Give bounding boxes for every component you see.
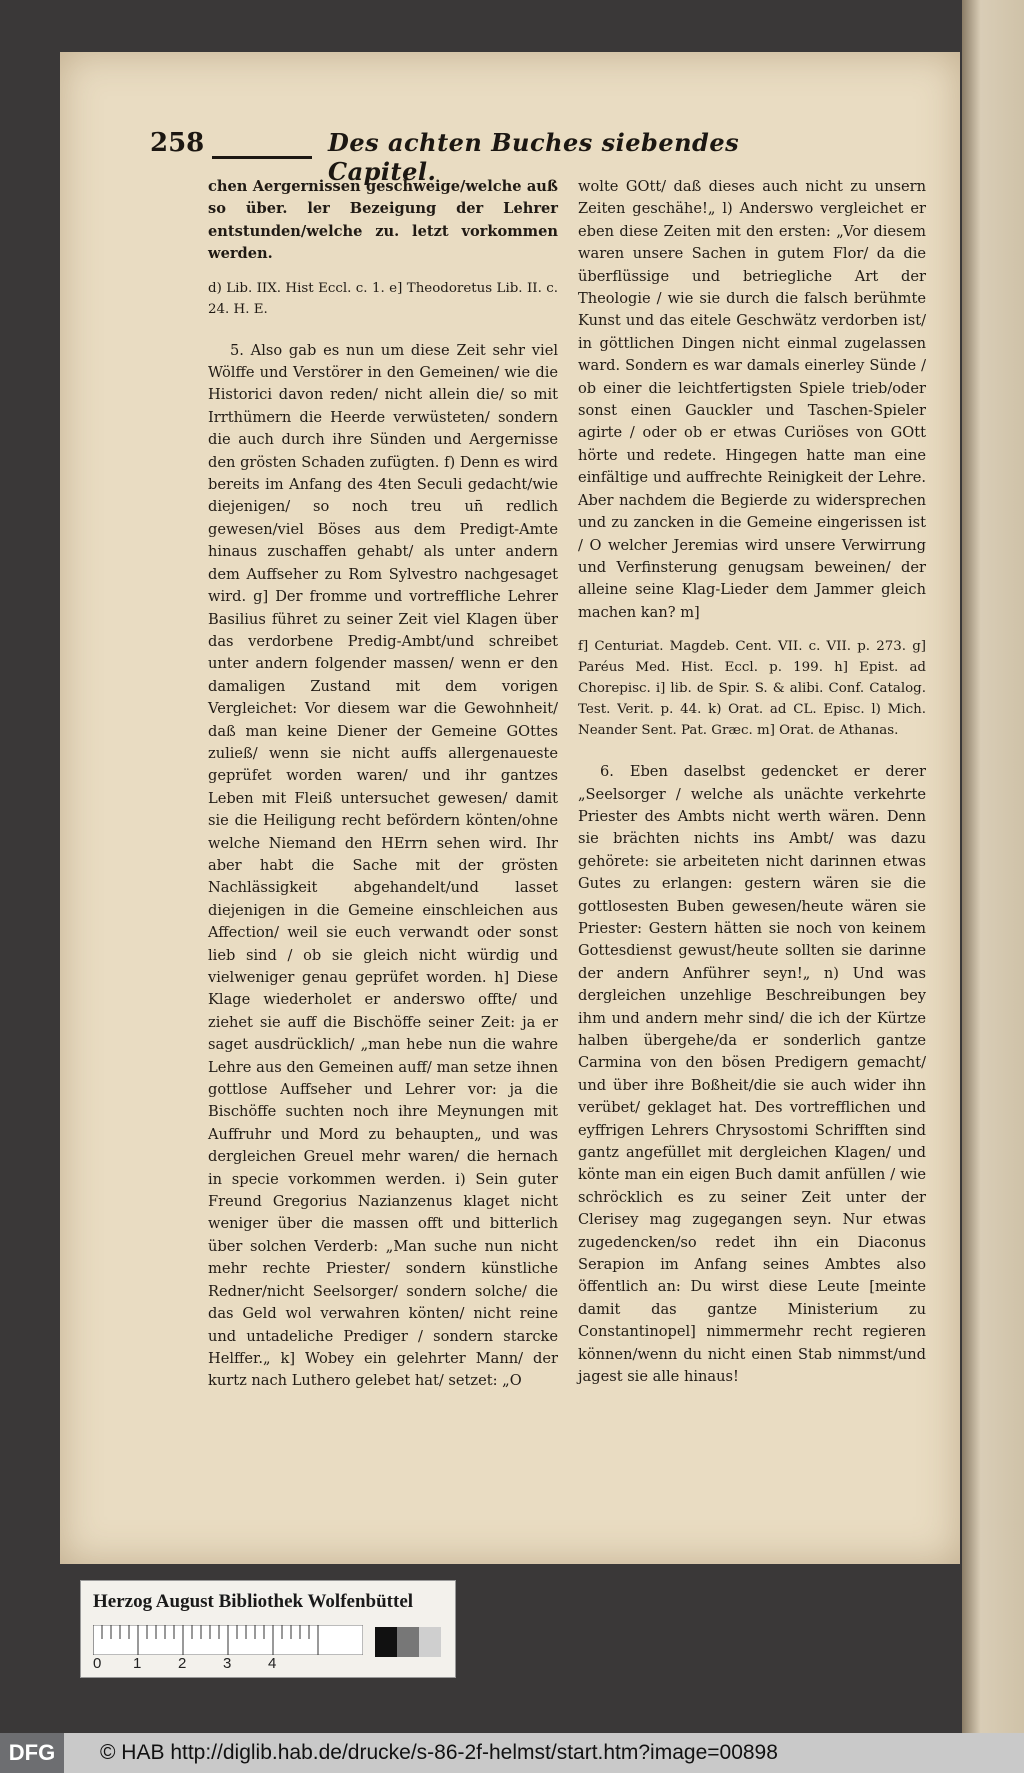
running-head: Des achten Buches siebendes Capitel.	[328, 128, 740, 186]
paragraph-5: 5. Also gab es nun um diese Zeit sehr viel Wölffe und Verstörer in den Gemeinen/ wie die Historici davon reden/ nicht allein die/ so mit Irrthümern die Heerde verwüsteten/ sondern die auch durch ihre Sünden und Aergernisse den grösten Schaden zufügten. f) Denn es wird bereits im Anfang des 4ten Seculi gedacht/wie diejenigen/ so noch treu un̄ redlich gewesen/viel Böses aus dem Predigt-Amte hinaus zuschaffen gehabt/ als unter andern dem Auffseher zu Rom Sylvestro nachgesaget wird. g] Der fromme und vortreffliche Lehrer Basilius führet zu seiner Zeit viel Klagen über das verdorbene Predig-Ambt/und schreibet unter andern folgender massen/ wenn er den damaligen Zustand mit dem vorigen Vergleichet: Vor diesem war die Gewohnheit/ daß man keine Diener der Gemeine GOttes zuließ/ wenn sie nicht auffs allergenaueste geprüfet worden waren/ und ihr gantzes Leben mit Fleiß untersuchet gewesen/ damit sie die Heiligung recht befördern könten/ohne welche Niemand den HErrn sehen wird. Ihr aber habt die Sache mit der grösten Nachlässigkeit abgehandelt/und lasset diejenigen in die Gemeine einschleichen aus Affection/ weil sie euch verwandt oder sonst lieb sind / ob sie gleich nicht würdig und vielweniger genau geprüfet worden. h] Diese Klage wiederholet er anderswo offte/ und ziehet sie auff die Bischöffe seiner Zeit: ja er saget ausdrücklich/ „man hebe nun die wahre Lehre aus den Gemeinen auff/ man setze ihnen gottlose Auffseher und Lehrer vor: ja die Bischöffe suchten noch ihre Meynungen mit Auffruhr und Mord zu behaupten„ und was dergleichen Greuel mehr waren/ die hernach in specie vorkommen werden. i) Sein guter Freund Gregorius Nazianzenus klaget nicht weniger über die massen offt und bitterlich über solchen Verderb: „Man suche nun nicht mehr rechte Priester/ sondern künstliche Redner/nicht Seelsorger/ sondern solche/ die das Geld wol verwahren könten/ nicht reine und untadeliche Prediger / sondern starcke Helffer.„ k] Wobey ein gelehrter Mann/ der kurtz nach Luthero gelebet hat/ setzet: „O	[208, 341, 558, 1390]
scale-number: 4	[268, 1655, 277, 1672]
right-column	[578, 176, 926, 1389]
footer-bar	[0, 1733, 1024, 1773]
source-link[interactable]: © HAB http://diglib.hab.de/drucke/s-86-2f-helmst/start.htm?image=00898	[100, 1741, 778, 1764]
scale-number: 3	[223, 1655, 232, 1672]
gray-swatch-mid	[397, 1627, 419, 1657]
page-header	[150, 128, 766, 186]
scale-ruler	[93, 1625, 363, 1655]
scale-numbers	[93, 1655, 373, 1675]
library-name: Herzog August Bibliothek Wolfenbüttel	[93, 1591, 414, 1612]
header-rule	[212, 156, 312, 159]
gray-swatch-light	[419, 1627, 441, 1657]
scale-number: 1	[133, 1655, 142, 1672]
continued-text: chen Aergernissen geschweige/welche auß so über. ler Bezeigung der Lehrer entstunden/welche zu. letzt vorkommen werden.	[208, 178, 558, 263]
footnote-block-left: d) Lib. IIX. Hist Eccl. c. 1. e] Theodoretus Lib. II. c. 24. H. E.	[208, 280, 558, 317]
page-number: 258	[150, 128, 205, 158]
scale-number: 0	[93, 1655, 102, 1672]
gray-swatch-black	[375, 1627, 397, 1657]
paragraph-6: 6. Eben daselbst gedencket er derer „Seelsorger / welche als unächte verkehrte Priester des Ambts nicht werth wären. Denn sie brächten nichts ins Ambt/ was dazu gehörete: sie arbeiteten nicht darinnen etwas Gutes zu erlangen: gestern wären sie die gottlosesten Buben gewesen/heute wären sie Priester: Gestern hätten sie noch von keinem Gottesdienst gewust/heute sollten sie darinne der andern Anführer seyn!„ n) Und was dergleichen unzehlige Beschreibungen bey ihm und andern mehr sind/ die ich der Kürtze halben übergehe/da er sonderlich gantze Carmina von den bösen Predigern gemacht/ und über ihre Boßheit/die sie auch wider ihn verübet/ geklaget hat. Des vortrefflichen und eyffrigen Lehrers Chrysostomi Schrifften sind gantz angefüllet mit dergleichen Klagen/ und könte man ein eigen Buch damit anfüllen / wie schröcklich es zu seiner Zeit unter der Clerisey mag zugegangen seyn. Nur etwas zugedencken/so redet ihn ein Diaconus Serapion im Anfang seines Ambtes also öffentlich an: Du wirst diese Leute [meinte damit das gantze Ministerium zu Constantinopel] nimmermehr recht regieren können/wenn du nicht einen Stab nimmst/und jagest sie alle hinaus!	[578, 763, 926, 1386]
color-reference-card	[80, 1580, 456, 1678]
footnote-block-right: f] Centuriat. Magdeb. Cent. VII. c. VII. p. 273. g] Paréus Med. Hist. Eccl. p. 199. h] Epist. ad Chorepisc. i] lib. de Spir. S. & alibi. Conf. Catalog. Test. Verit. p. 44. k) Orat. ad CL. Episc. l) Mich. Neander Sent. Pat. Græc. m] Orat. de Athanas.	[578, 639, 926, 739]
dfg-logo: DFG	[0, 1733, 64, 1773]
scale-number: 2	[178, 1655, 187, 1672]
next-page-edge	[962, 0, 1024, 1740]
left-column	[208, 176, 558, 1393]
continued-text-right: wolte GOtt/ daß dieses auch nicht zu unsern Zeiten geschähe!„ l) Anderswo vergleichet er eben diese Zeiten mit den ersten: „Vor diesem waren unsere Sachen in gutem Flor/ da die überflüssige und betriegliche Art der Theologie / wie sie durch die falsch berühmte Kunst und das eitele Geschwätz verdorben ist/ in göttlichen Dingen nicht einmal zugelassen ward. Sondern es war damals einerley Sünde / ob einer die leichtfertigsten Spiele trieb/oder sonst einen Gauckler und Taschen-Spieler agirte / oder ob er etwas Curiöses von GOtt hörte und redete. Hingegen hatte man eine einfältige und auffrechte Reinigkeit der Lehre. Aber nachdem die Begierde zu widersprechen und zu zancken in die Gemeine eingerissen ist / O welcher Jeremias wird unsere Verwirrung und Verfinsterung genugsam beweinen/ der alleine seine Klag-Lieder dem Jammer gleich machen kan? m]	[578, 178, 926, 621]
